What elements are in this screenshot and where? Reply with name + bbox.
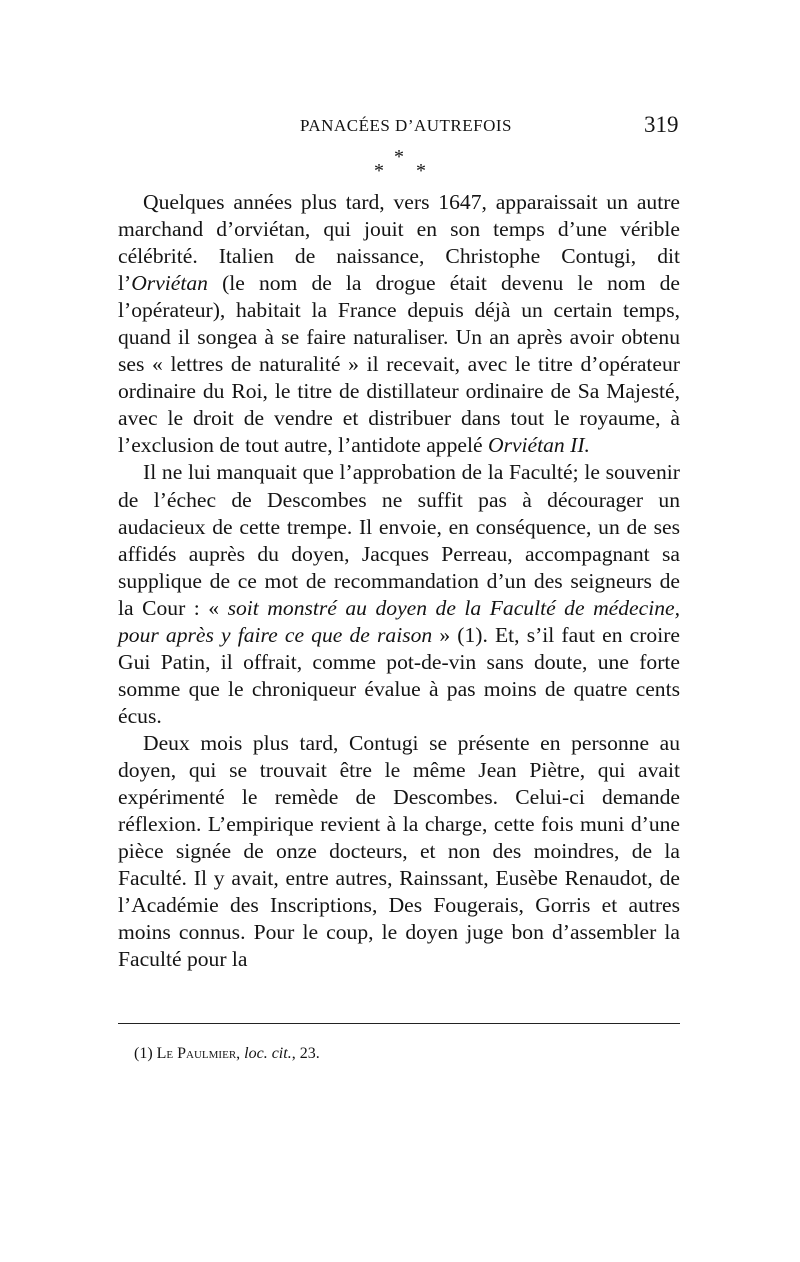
footnote-marker: (1) bbox=[134, 1045, 157, 1062]
footnote-separator: , bbox=[236, 1045, 245, 1062]
paragraph-1-text-b: (le nom de la drogue était devenu le nom de l’opérateur), habitait la France depuis déjà un certain temps, quand il songea à se faire naturaliser. Un an après avoir obtenu ses « lettres de naturalité » il recevait, avec le titre d’opérateur ordinaire du Roi, le titre de distillateur ordinaire de Sa Majesté, avec le droit de vendre et distribuer dans tout le royaume, à l’exclusion de tout autre, l’antidote appelé bbox=[118, 271, 680, 458]
body-text bbox=[118, 189, 680, 973]
running-head bbox=[0, 112, 800, 142]
paragraph-3 bbox=[118, 730, 680, 973]
paragraph-3-text: Deux mois plus tard, Contugi se présente en personne au doyen, qui se trouvait être le même Jean Piètre, qui avait expérimenté le remède de Descombes. Celui-ci demande réflexion. L’empirique revient à la charge, cette fois muni d’une pièce signée de onze docteurs, et non des moindres, de la Faculté. Il y avait, entre autres, Rainssant, Eusèbe Renaudot, de l’Académie des Inscriptions, Des Fougerais, Gorris et autres moins connus. Pour le coup, le doyen juge bon d’assembler la Faculté pour la bbox=[118, 730, 680, 972]
footnote-page: , 23. bbox=[291, 1045, 320, 1062]
asterisk-left: * bbox=[374, 160, 384, 182]
paragraph-1-text-a: Quelques années plus tard, vers 1647, apparaissait un autre marchand d’orviétan, qui jouit en son temps d’une vérible célébrité. Italien de naissance, Christophe Contugi, dit l’ bbox=[118, 190, 680, 296]
paragraph-1-italic-orvietan-ii: Orviétan II. bbox=[487, 433, 590, 458]
paragraph-1-italic-orvietan: Orviétan bbox=[131, 271, 208, 296]
paragraph-2-text-b: » (1). Et, s’il faut en croire Gui Patin, il offrait, comme pot-de-vin sans doute, une forte somme que le chroniqueur évalue à pas moins de quatre cents écus. bbox=[118, 622, 680, 728]
paragraph-1 bbox=[118, 189, 680, 459]
footnote-divider bbox=[118, 1023, 680, 1024]
paragraph-2-italic-quote: soit monstré au doyen de la Faculté de médecine, pour après y faire ce que de raison bbox=[118, 595, 680, 647]
asterisk-top: * bbox=[394, 146, 404, 168]
footnote-author: Le Paulmier bbox=[156, 1045, 237, 1062]
paragraph-2 bbox=[118, 459, 680, 729]
asterisk-right: * bbox=[416, 160, 426, 182]
page-number: 319 bbox=[644, 112, 679, 137]
section-break-asterism bbox=[360, 146, 440, 186]
running-title: PANACÉES D’AUTREFOIS bbox=[300, 116, 512, 135]
paragraph-2-text-a: Il ne lui manquait que l’approbation de la Faculté; le souvenir de l’échec de Descombes ne suffit pas à décourager un audacieux de cette trempe. Il envoie, en conséquence, un de ses affidés auprès du doyen, Jacques Perreau, accompagnant sa supplique de ce mot de recommandation d’un des seigneurs de la Cour : « bbox=[118, 460, 680, 620]
footnote bbox=[134, 1045, 320, 1063]
footnote-reference: loc. cit. bbox=[244, 1045, 292, 1062]
